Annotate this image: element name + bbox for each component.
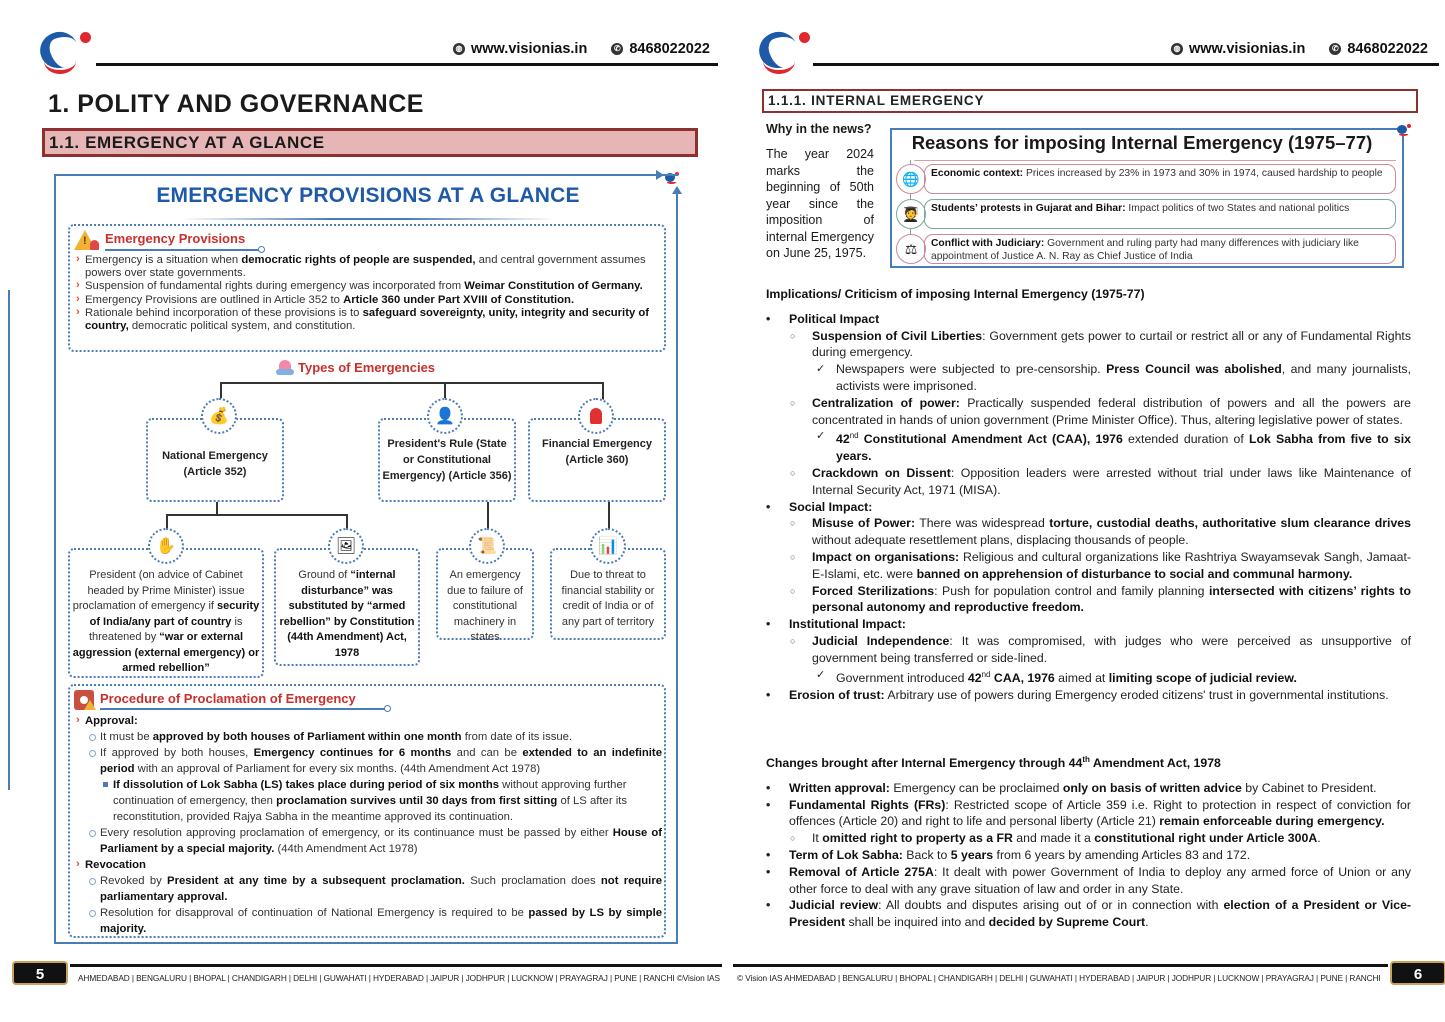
footer-cities: AHMEDABAD | BENGALURU | BHOPAL | CHANDIGARH | DELHI | GUWAHATI | HYDERABAD | JAIPUR | JODHPUR | LUCKNOW | PRAYAGRAJ | PUNE | RANCHI ©Vision IAS (78, 973, 720, 983)
procedure-heading: Procedure of Proclamation of Emergency (100, 691, 356, 706)
tree-connector (216, 502, 218, 514)
header-divider (96, 63, 718, 66)
change-item: • Term of Lok Sabha: Back to 5 years from 6 years by amending Articles 83 and 172. (766, 847, 1411, 864)
phone-number: 8468022022 (1347, 41, 1428, 57)
provisions-box (68, 224, 666, 352)
subsection-title-bar: 1.1.1. INTERNAL EMERGENCY (762, 89, 1418, 113)
change-item: • Written approval: Emergency can be proclaimed only on basis of written advice by Cabinet to President. (766, 780, 1411, 797)
change-item: • Fundamental Rights (FRs): Restricted scope of Article 359 i.e. Right to protection in respect of conviction for offences (Article 20) and right to life and personal liberty (Article 21) remain enforceable during emergency. (766, 797, 1411, 831)
website-link[interactable]: www.visionias.in (471, 41, 588, 57)
provision-bullet: › Rationale behind incorporation of these provisions is to safeguard sovereignty, unity, integrity and security of country, democratic political system, and constitution. (76, 307, 664, 333)
heading-underline (100, 708, 386, 710)
judiciary-scales-icon: ⚖ (896, 234, 926, 264)
header-contact (453, 41, 710, 57)
title-underline (914, 160, 1396, 161)
implication-item: ○ Impact on organisations: Religious and cultural organizations like Rashtriya Swayamsevak Sangh, Jamaat-E-Islami, etc. were banned on apprehension of disturbance to social and communal harmony. (766, 549, 1411, 583)
siren-light-icon (578, 398, 614, 434)
change-item: ○ It omitted right to property as a FR and made it a constitutional right under Article 300A. (766, 830, 1411, 847)
reason-item (924, 199, 1396, 229)
mini-logo-icon (1397, 124, 1411, 136)
reason-label: Conflict with Judiciary: (931, 238, 1045, 249)
vision-ias-logo (755, 26, 813, 76)
footer-divider (733, 964, 1388, 967)
scroll-document-icon: 📜 (469, 528, 505, 564)
reason-text: Government and ruling party had many differences with judiciary like appointment of Justice A. N. Ray as Chief Justice of India (931, 238, 1359, 262)
page-number: 6 (1390, 961, 1445, 985)
infographic-border-right (1402, 136, 1404, 268)
implication-item: ○ Crackdown on Dissent: Opposition leaders were arrested without trial under laws like Maintenance of Internal Security Act, 1971 (MISA). (766, 465, 1411, 499)
leaf-text: Due to threat to financial stability or credit of India or of any part of territory (561, 569, 655, 628)
provision-bullet: › Suspension of fundamental rights during emergency was incorporated from Weimar Constitution of Germany. (76, 280, 664, 293)
chapter-title: 1. POLITY AND GOVERNANCE (48, 90, 424, 118)
procedure-item: Resolution for disapproval of continuation of National Emergency is required to be passed by LS by simple majority. (76, 905, 662, 937)
website-link[interactable]: www.visionias.in (1189, 41, 1306, 57)
type-node-label: National Emergency (Article 352) (162, 450, 268, 478)
page-number: 5 (12, 961, 68, 985)
warning-siren-icon: ! (74, 230, 98, 252)
title-underline (181, 218, 556, 220)
footer-cities: © Vision IAS AHMEDABAD | BENGALURU | BHOPAL | CHANDIGARH | DELHI | GUWAHATI | HYDERABAD | JAIPUR | JODHPUR | LUCKNOW | PRAYAGRAJ | PUNE | RANCHI (737, 973, 1381, 983)
stop-hand-icon: ✋ (148, 528, 184, 564)
reason-item (924, 234, 1396, 264)
change-item: • Removal of Article 275A: It dealt with power Government of India to deploy any armed force of Union or any other force to deal with any grave situation of law and order in any State. (766, 864, 1411, 898)
globe-icon: ◍ (1171, 43, 1183, 55)
procedure-item: It must be approved by both houses of Parliament within one month from date of its issue. (76, 729, 662, 745)
student-icon: 🧑‍🎓 (896, 199, 926, 229)
reason-item (924, 164, 1396, 194)
phone-icon: ✆ (1329, 43, 1341, 55)
page-6 (723, 0, 1445, 1022)
leaf-text: An emergency due to failure of constitutional machinery in states (447, 569, 523, 643)
provision-bullet: › Emergency Provisions are outlined in Article 352 to Article 360 under Part XVIII of Constitution. (76, 294, 664, 307)
implication-item: ○ Forced Sterilizations: Push for population control and family planning intersected with citizens’ rights to personal autonomy and reproductive freedom. (766, 583, 1411, 617)
implication-item: • Social Impact: (766, 499, 1411, 516)
provisions-heading: Emergency Provisions (105, 231, 246, 246)
tree-connector (166, 514, 346, 516)
implication-item: • Erosion of trust: Arbitrary use of powers during Emergency eroded citizens' trust in governmental institutions. (766, 687, 1411, 704)
procedure-box (68, 684, 666, 938)
changes-section (766, 752, 1411, 931)
types-heading: Types of Emergencies (298, 360, 436, 375)
implications-section (766, 286, 1411, 703)
header-divider (813, 63, 1439, 66)
globe-icon: ◍ (453, 43, 465, 55)
financial-chart-icon: 📊 (590, 528, 626, 564)
reasons-infographic (890, 128, 1404, 268)
implication-item: ✓ Newspapers were subjected to pre-censorship. Press Council was abolished, and many journalists, activists were imprisoned. (766, 361, 1411, 395)
emergency-infographic (54, 174, 678, 944)
leaf-text: President (on advice of Cabinet headed by Prime Minister) issue proclamation of emergency if security of India/any part of country is threatened by “war or external aggression (external emergency) or armed rebellion” (72, 569, 260, 674)
economy-globe-icon: 🌐 (896, 164, 926, 194)
reason-text: Prices increased by 23% in 1973 and 30% in 1974, caused hardship to people (1023, 168, 1383, 179)
procedure-item: › Revocation (76, 857, 662, 873)
phone-number: 8468022022 (629, 41, 710, 57)
alarm-bell-hand-icon (276, 360, 294, 376)
implication-item: ○ Centralization of power: Practically suspended federal distribution of powers and all the powers are concentrated in hands of union government (Prime Minister Office). Thus, altering legislative power of states. (766, 395, 1411, 429)
procedure-item: If dissolution of Lok Sabha (LS) takes place during period of six months without approving further continuation of emergency, then proclamation survives until 30 days from first sitting of LS after its reconstitution, provided Rajya Sabha in the meantime approved its continuation. (76, 777, 662, 825)
provision-bullet: › Emergency is a situation when democratic rights of people are suspended, and central government assumes powers over state governments. (76, 254, 664, 280)
procedure-item: › Approval: (76, 713, 662, 729)
implication-item: ✓ 42nd Constitutional Amendment Act (CAA), 1976 extended duration of Lok Sabha from five to six years. (766, 428, 1411, 465)
reason-label: Students’ protests in Gujarat and Bihar: (931, 203, 1126, 214)
phone-icon: ✆ (611, 43, 623, 55)
why-in-news-text: The year 2024 marks the beginning of 50th year since the imposition of internal Emergency on June 25, 1975. (766, 147, 874, 260)
implication-item: ✓ Government introduced 42nd CAA, 1976 aimed at limiting scope of judicial review. (766, 667, 1411, 687)
implication-item: • Political Impact (766, 311, 1411, 328)
changes-heading: Changes brought after Internal Emergency through 44th Amendment Act, 1978 (766, 755, 1221, 771)
official-person-icon: 👤 (427, 398, 463, 434)
procedure-list (76, 713, 662, 937)
infographic-title: EMERGENCY PROVISIONS AT A GLANCE (156, 184, 580, 207)
document-warning-icon (74, 690, 94, 710)
header-contact (1171, 41, 1428, 57)
reason-label: Economic context: (931, 168, 1024, 179)
tree-connector (220, 382, 602, 384)
margin-rule (8, 290, 10, 790)
procedure-item: Every resolution approving proclamation of emergency, or its continuance must be passed by either House of Parliament by a special majority. (44th Amendment Act 1978) (76, 825, 662, 857)
type-node-label: Financial Emergency (Article 360) (541, 438, 653, 466)
implication-item: • Institutional Impact: (766, 616, 1411, 633)
implication-item: ○ Suspension of Civil Liberties: Government gets power to curtail or restrict all or any of Fundamental Rights during emergency. (766, 328, 1411, 362)
reason-text: Impact politics of two States and national politics (1125, 203, 1350, 214)
heading-underline (105, 249, 260, 251)
provisions-list (76, 254, 664, 333)
type-node-label: President's Rule (State or Constitutional Emergency) (Article 356) (382, 438, 512, 482)
procedure-item: Revoked by President at any time by a subsequent proclamation. Such proclamation does not require parliamentary approval. (76, 873, 662, 905)
money-bag-icon: 💰 (201, 398, 237, 434)
footer-divider (70, 964, 722, 967)
section-title-bar: 1.1. EMERGENCY AT A GLANCE (42, 128, 698, 157)
procedure-item: If approved by both houses, Emergency continues for 6 months and can be extended to an indefinite period with an approval of Parliament for every six months. (44th Amendment Act 1978) (76, 745, 662, 777)
why-in-news-label: Why in the news? (766, 122, 872, 136)
page-5 (0, 0, 722, 1022)
reasons-title: Reasons for imposing Internal Emergency (1975–77) (911, 132, 1373, 153)
implication-item: ○ Judicial Independence: It was compromised, with judges who were perceived as unsupportive of government being transferred or side-lined. (766, 633, 1411, 667)
change-item: • Judicial review: All doubts and disputes arising out of or in connection with election of a President or Vice-President shall be inquired into and decided by Supreme Court. (766, 897, 1411, 931)
leaf-text: Ground of “internal disturbance” was substituted by “armed rebellion” by Constitution (44th Amendment) Act, 1978 (279, 569, 415, 659)
implication-item: ○ Misuse of Power: There was widespread torture, custodial deaths, authoritative slum clearance drives without adequate resettlement plans, displacing thousands of people. (766, 515, 1411, 549)
picture-frame-icon: 🖼 (328, 528, 364, 564)
implications-heading: Implications/ Criticism of imposing Internal Emergency (1975-77) (766, 287, 1145, 301)
vision-ias-logo (36, 26, 94, 76)
